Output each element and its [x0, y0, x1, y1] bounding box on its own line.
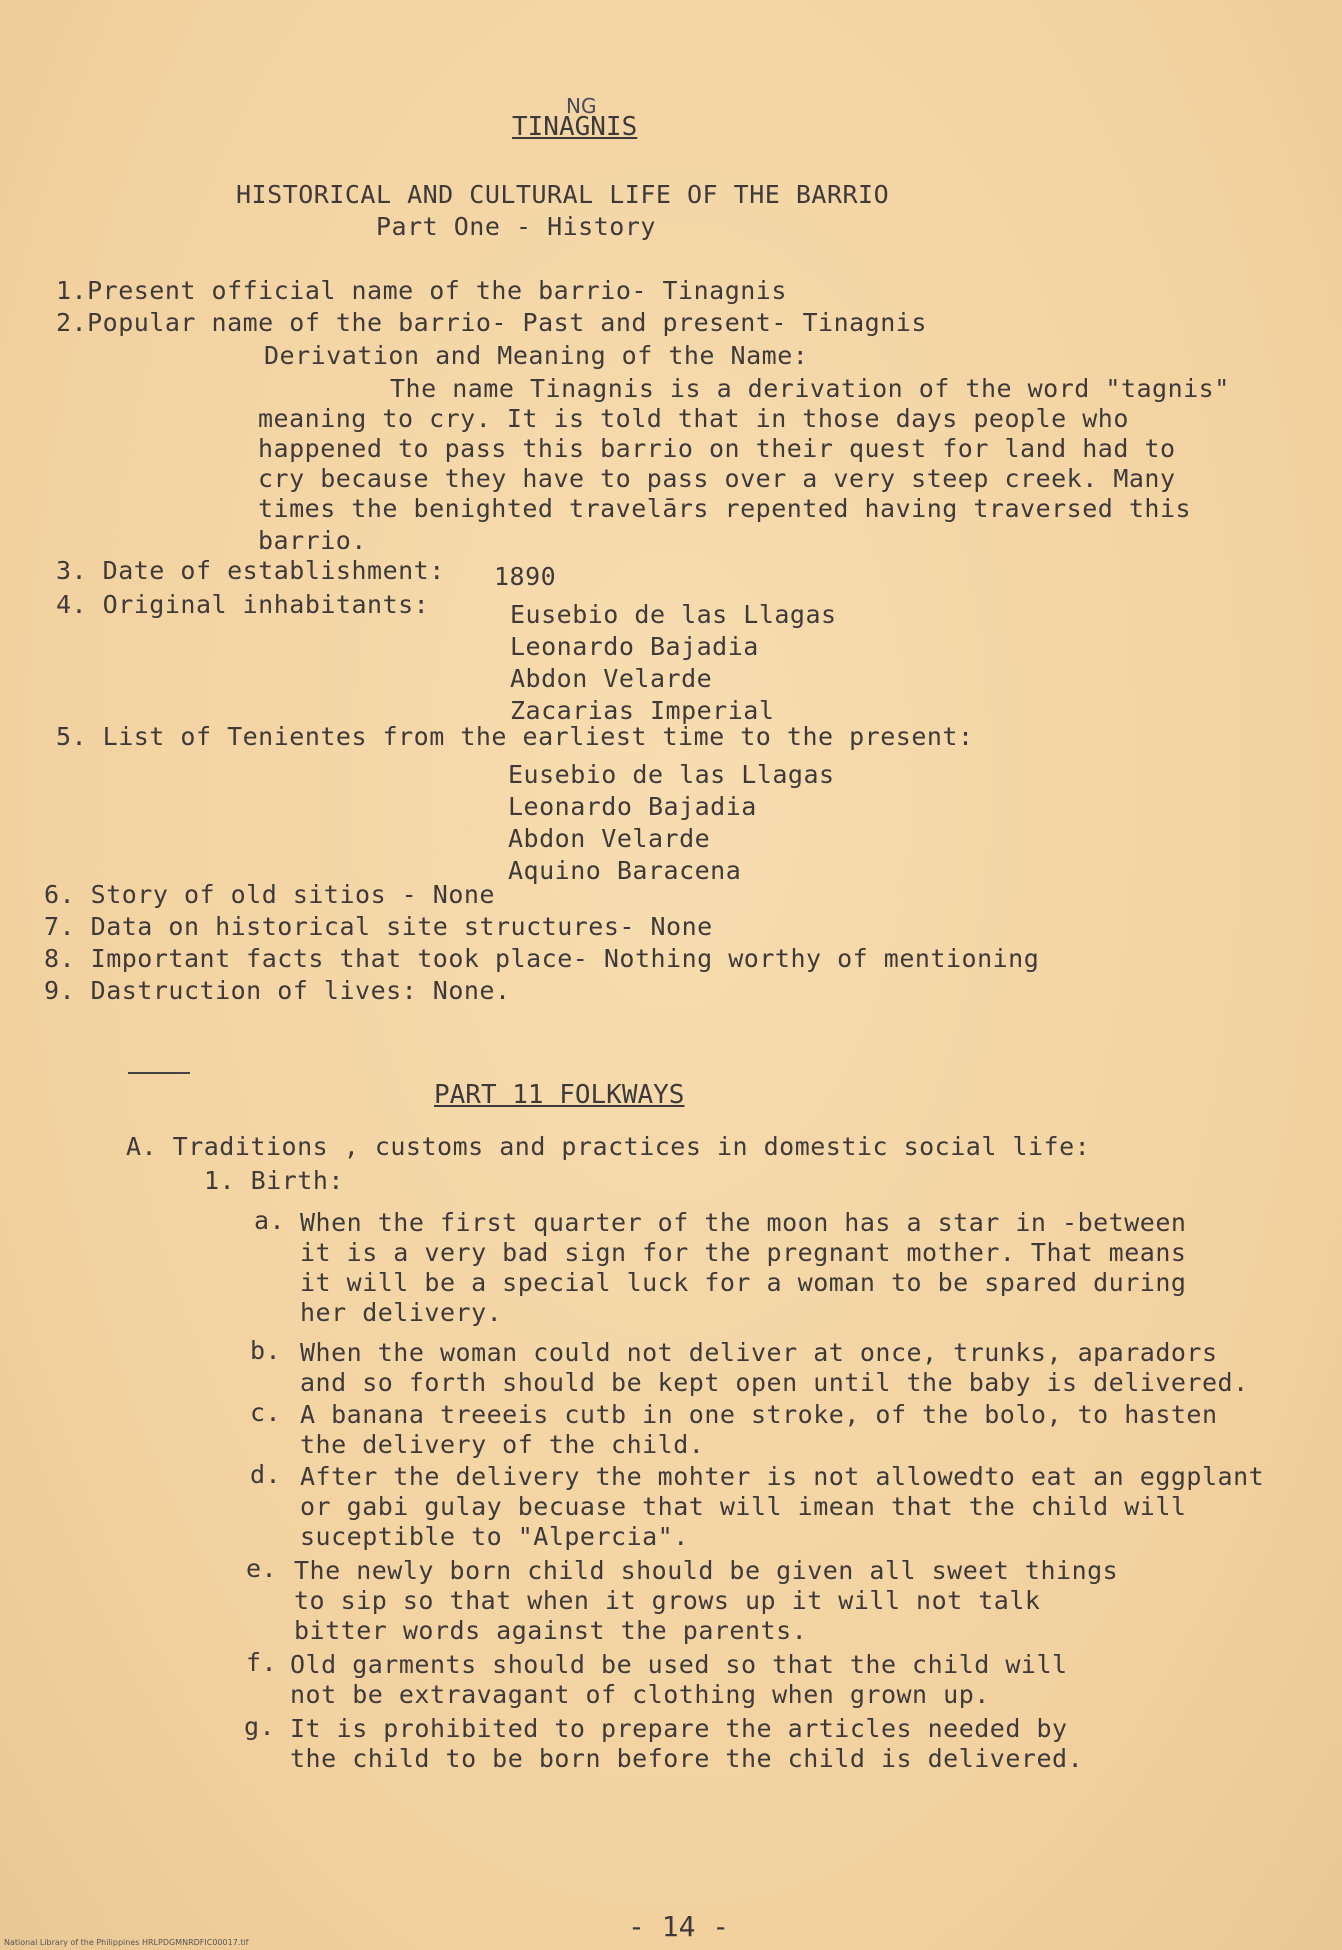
item-line: it will be a special luck for a woman to be spared during — [300, 1268, 1187, 1297]
derivation-line: cry because they have to pass over a very steep creek. Many — [258, 464, 1176, 493]
item-line: After the delivery the mohter is not allowedto eat an eggplant — [300, 1462, 1265, 1491]
teniente: Aquino Baracena — [508, 856, 742, 885]
item-line: the child to be born before the child is delivered. — [290, 1744, 1084, 1773]
item-3-value: 1890 — [494, 562, 557, 591]
item-label: f. — [246, 1648, 278, 1677]
item-label: c. — [250, 1398, 282, 1427]
item-line: When the woman could not deliver at once, trunks, aparadors — [300, 1338, 1218, 1367]
item-label: b. — [250, 1336, 282, 1365]
derivation-heading: Derivation and Meaning of the Name: — [264, 341, 809, 370]
item-line: When the first quarter of the moon has a star in -between — [300, 1208, 1187, 1237]
item-line: suceptible to "Alpercia". — [300, 1522, 689, 1551]
item-4-label: 4. Original inhabitants: — [56, 590, 430, 619]
item-6: 6. Story of old sitios - None — [44, 880, 495, 909]
derivation-line: times the benighted travelārs repented having traversed this — [258, 494, 1192, 523]
inhabitant: Zacarias Imperial — [510, 696, 775, 725]
page-number: - 14 - — [628, 1910, 730, 1943]
item-line: not be extravagant of clothing when grown up. — [290, 1680, 990, 1709]
item-8: 8. Important facts that took place- Nothing worthy of mentioning — [44, 944, 1040, 973]
derivation-line: happened to pass this barrio on their quest for land had to — [258, 434, 1176, 463]
item-1: 1.Present official name of the barrio- Tinagnis — [56, 276, 787, 305]
item-label: d. — [250, 1460, 282, 1489]
item-line: It is prohibited to prepare the articles needed by — [290, 1714, 1068, 1743]
section-a-heading: A. Traditions , customs and practices in domestic social life: — [126, 1132, 1091, 1161]
item-line: Old garments should be used so that the child will — [290, 1650, 1068, 1679]
item-label: a. — [254, 1206, 286, 1235]
inhabitant: Leonardo Bajadia — [510, 632, 759, 661]
item-5-label: 5. List of Tenientes from the earliest time to the present: — [56, 722, 974, 751]
part-two-title: PART 11 FOLKWAYS — [434, 1080, 685, 1110]
item-line: the delivery of the child. — [300, 1430, 705, 1459]
derivation-line: The name Tinagnis is a derivation of the word "tagnis" — [390, 374, 1230, 403]
part-one-heading: Part One - History — [376, 212, 656, 241]
item-line: or gabi gulay becuase that will imean that the child will — [300, 1492, 1187, 1521]
teniente: Leonardo Bajadia — [508, 792, 757, 821]
teniente: Abdon Velarde — [508, 824, 711, 853]
teniente: Eusebio de las Llagas — [508, 760, 835, 789]
section-divider — [128, 1072, 190, 1074]
item-line: her delivery. — [300, 1298, 503, 1327]
item-line: A banana treeeis cutb in one stroke, of the bolo, to hasten — [300, 1400, 1218, 1429]
item-line: to sip so that when it grows up it will not talk — [294, 1586, 1041, 1615]
section-heading: HISTORICAL AND CULTURAL LIFE OF THE BARRIO — [236, 180, 890, 209]
handwritten-note: NG — [566, 94, 597, 118]
inhabitant: Abdon Velarde — [510, 664, 713, 693]
item-label: e. — [246, 1554, 278, 1583]
item-7: 7. Data on historical site structures- None — [44, 912, 713, 941]
derivation-line: barrio. — [258, 526, 367, 555]
derivation-line: meaning to cry. It is told that in those days people who — [258, 404, 1129, 433]
item-2: 2.Popular name of the barrio- Past and present- Tinagnis — [56, 308, 927, 337]
library-footer: National Library of the Philippines HRLPDGMNRDFIC00017.tif — [4, 1938, 249, 1947]
item-line: bitter words against the parents. — [294, 1616, 808, 1645]
item-9: 9. Dastruction of lives: None. — [44, 976, 511, 1005]
page-title: TINAGNIS — [512, 112, 638, 142]
item-3-label: 3. Date of establishment: — [56, 556, 445, 585]
item-label: g. — [244, 1712, 276, 1741]
birth-heading: 1. Birth: — [204, 1166, 344, 1195]
item-line: it is a very bad sign for the pregnant mother. That means — [300, 1238, 1187, 1267]
item-line: and so forth should be kept open until the baby is delivered. — [300, 1368, 1249, 1397]
item-line: The newly born child should be given all sweet things — [294, 1556, 1119, 1585]
inhabitant: Eusebio de las Llagas — [510, 600, 837, 629]
